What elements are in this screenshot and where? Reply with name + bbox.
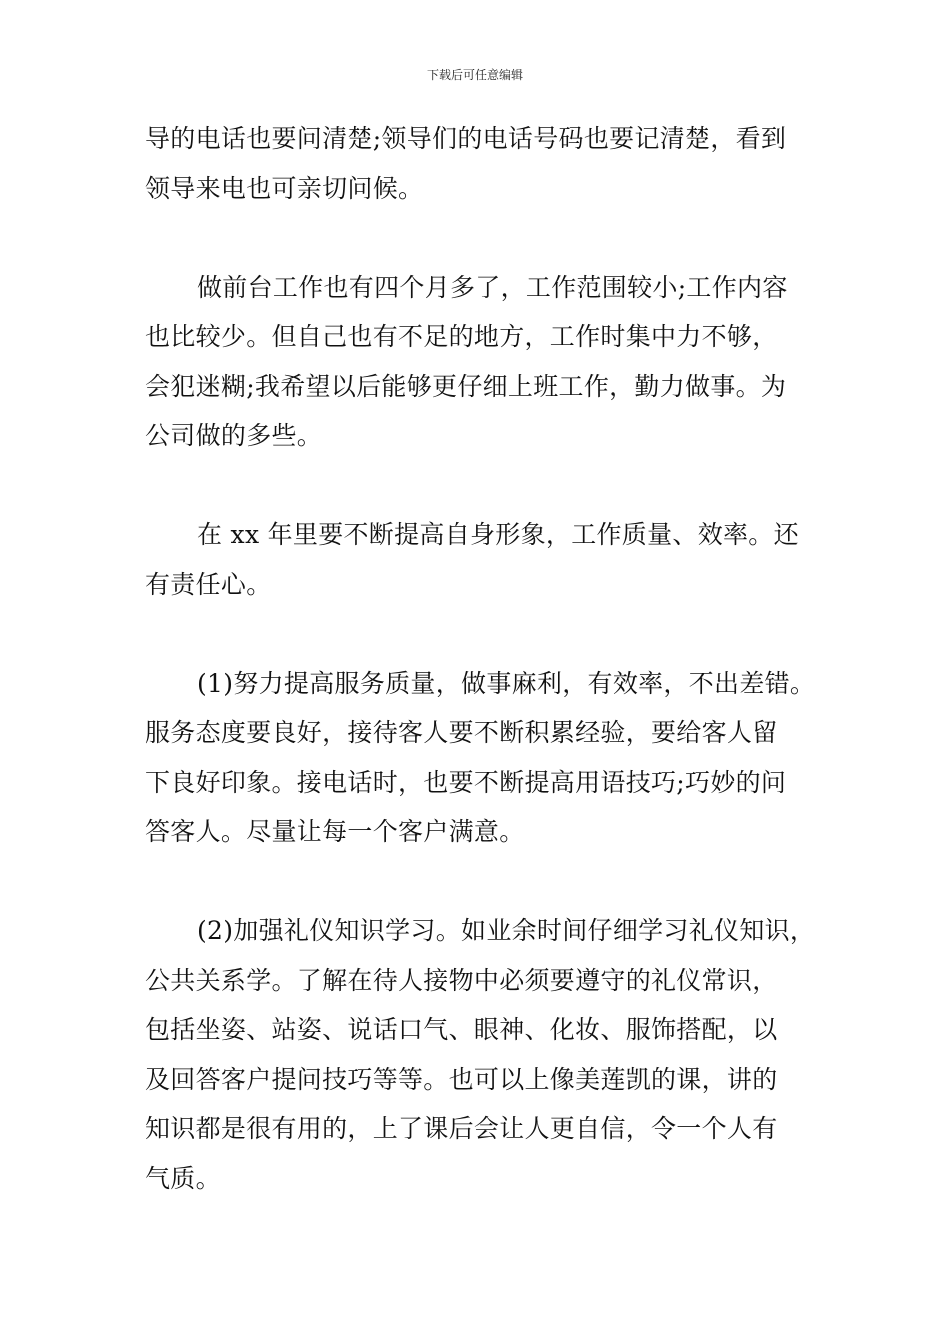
text-line: 有责任心。	[145, 569, 272, 599]
paragraph	[145, 522, 810, 597]
text-line: 领导来电也可亲切问候。	[145, 173, 424, 203]
text-line: 也比较少。但自己也有不足的地方，工作时集中力不够，	[145, 322, 778, 351]
text-line: 包括坐姿、站姿、说话口气、眼神、化妆、服饰搭配，以	[145, 1015, 778, 1044]
text-line: (2)加强礼仪知识学习。如业余时间仔细学习礼仪知识，	[197, 916, 816, 945]
text-line: 在 xx 年里要不断提高自身形象，工作质量、效率。还	[197, 520, 799, 549]
text-line: 会犯迷糊;我希望以后能够更仔细上班工作，勤力做事。为	[145, 371, 787, 401]
paragraph	[145, 126, 810, 201]
text-line: 公司做的多些。	[145, 421, 323, 450]
paragraph	[145, 272, 810, 450]
document-body	[145, 124, 816, 1193]
text-line: 下良好印象。接电话时，也要不断提高用语技巧;巧妙的问	[145, 767, 787, 797]
text-line: 气质。	[145, 1163, 221, 1193]
text-line: 知识都是很有用的，上了课后会让人更自信，令一个人有	[145, 1114, 778, 1143]
text-line: 服务态度要良好，接待客人要不断积累经验，要给客人留	[145, 718, 778, 747]
text-line: (1)努力提高服务质量，做事麻利，有效率，不出差错。	[197, 668, 816, 698]
paragraph	[145, 668, 816, 846]
header-note: 下载后可任意编辑	[426, 68, 523, 82]
text-line: 公共关系学。了解在待人接物中必须要遵守的礼仪常识，	[145, 965, 778, 995]
paragraph	[145, 916, 816, 1193]
text-line: 做前台工作也有四个月多了，工作范围较小;工作内容	[197, 272, 788, 302]
text-line: 导的电话也要问清楚;领导们的电话号码也要记清楚，看到	[145, 124, 787, 153]
text-line: 及回答客户提问技巧等等。也可以上像美莲凯的课，讲的	[145, 1064, 778, 1094]
text-line: 答客人。尽量让每一个客户满意。	[145, 817, 525, 846]
